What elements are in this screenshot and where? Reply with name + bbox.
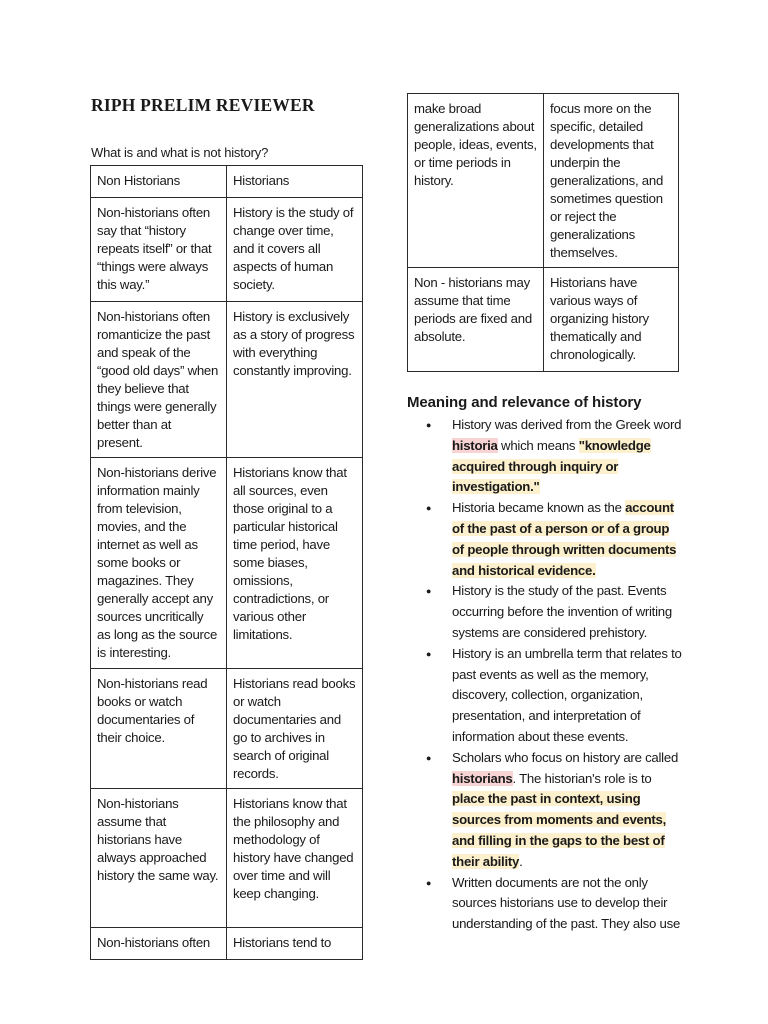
bullet-list [422,415,682,935]
table-cell-historian: Historians tend to [227,928,363,960]
header-non-historians: Non Historians [91,166,227,198]
bullet-text: Historia became known as the [452,500,626,516]
table-cell-historian: Historians know that the philosophy and methodology of history have changed over time and will keep changing. [227,789,363,928]
table-cell-non-historian: Non-historians often [91,928,227,960]
table-cell-historian: Historians read books or watch documentaries and go to archives in search of original records. [227,669,363,789]
table-row [91,669,363,789]
highlight-definition: account of the past of a person or of a group of people through written documents and historical evidence. [452,500,677,578]
table-cell-non-historian: Non-historians derive information mainly from television, movies, and the internet as well as some books or magazines. They generally accept any sources uncritically as long as the source is interesting. [91,458,227,669]
table-header-row [91,166,363,198]
table-cell-historian: History is exclusively as a story of progress with everything constantly improving. [227,302,363,458]
table-row [91,198,363,302]
table-cell-non-historian: Non-historians often say that “history repeats itself” or that “things were always this way.” [91,198,227,302]
table-row [91,928,363,960]
highlight-definition: place the past in context, using sources from moments and events, and filling in the gaps to the best of their ability [452,791,667,869]
list-item [422,498,682,581]
table-row [91,302,363,458]
table-cell-non-historian: Non-historians often romanticize the past and speak of the “good old days” when they believe that things were generally better than at present. [91,302,227,458]
comparison-table-continued [407,93,679,372]
table-cell-non-historian: Non - historians may assume that time periods are fixed and absolute. [408,268,544,372]
list-item [422,581,682,643]
list-item [422,748,682,873]
table-cell-historian: Historians know that all sources, even those original to a particular historical time period, have some biases, omissions, contradictions, or various other limitations. [227,458,363,669]
comparison-table [90,165,363,960]
list-item [422,415,682,498]
bullet-text: which means [497,437,579,453]
bullet-text: History is an umbrella term that relates to past events as well as the memory, discovery, collection, organization, presentation, and interpretation of information about these events. [452,645,682,744]
bullet-text: . [519,853,523,869]
section-heading: Meaning and relevance of history [407,394,642,411]
highlight-term: historians [452,770,513,786]
list-item [422,644,682,748]
table-cell-non-historian: Non-historians assume that historians have always approached history the same way. [91,789,227,928]
table-cell-non-historian: make broad generalizations about people, ideas, events, or time periods in history. [408,94,544,268]
bullet-text: Written documents are not the only sources historians use to develop their understanding of the past. They also use [452,874,681,932]
page-title: RIPH PRELIM REVIEWER [91,95,315,115]
bullet-text: History was derived from the Greek word [452,417,682,432]
header-historians: Historians [227,166,363,198]
table-row [91,789,363,928]
section-subtitle: What is and what is not history? [91,145,269,160]
bullet-text: Scholars who focus on history are called [452,749,679,765]
list-item [422,873,682,935]
table-cell-historian: History is the study of change over time, and it covers all aspects of human society. [227,198,363,302]
table-row [408,268,679,372]
bullet-text: History is the study of the past. Events occurring before the invention of writing systems are considered prehistory. [452,583,672,640]
table-row [91,458,363,669]
table-cell-historian: Historians have various ways of organizing history thematically and chronologically. [544,268,679,372]
table-cell-historian: focus more on the specific, detailed developments that underpin the generalizations, and sometimes question or reject the generalizations themselves. [544,94,679,268]
highlight-definition: "knowledge acquired through inquiry or investigation." [452,437,651,495]
highlight-term: historia [452,437,498,453]
bullet-text: . The historian's role is to [512,770,652,786]
table-cell-non-historian: Non-historians read books or watch documentaries of their choice. [91,669,227,789]
table-row [408,94,679,268]
